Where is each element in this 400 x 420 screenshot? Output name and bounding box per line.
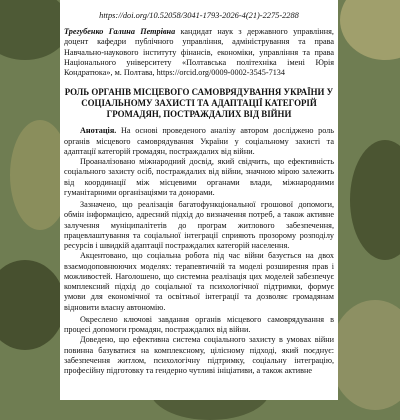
body-paragraph: Доведено, що ефективна система соціального захисту в умовах війни повинна базуватися на комплексному, цілісному підході, який поєднує: забезпечення житлом, психологічну підтримку, соціальну інтеграцію, професійну підготовку та гендерно чутливі ініціативи, а також активне xyxy=(64,335,334,376)
author-block xyxy=(64,27,334,78)
author-affiliation: кандидат наук з державного управління, доцент кафедри публічного управління, адміністрування та права Навчально-наукового інституту фінансів, економіки, управління та права Національного університету «Полтавська політехніка імені Юрія Кондратюка», м. Полтава, https://orcid.org/0009-0002-3545-7134 xyxy=(64,27,334,78)
camo-patch xyxy=(0,260,65,350)
camo-patch xyxy=(330,300,400,410)
abstract-label: Анотація. xyxy=(80,126,117,136)
body-paragraph: Зазначено, що реалізація багатофункціональної грошової допомоги, обмін інформацією, адресний підхід до визначення потреб, а також активне залучення муніципалітетів до програм житлового забезпечення, працевлаштування та соціальної інтеграції сприяють прозорому розподілу ресурсів і швидкій адаптації постраждалих категорій населення. xyxy=(64,200,334,251)
doi-link[interactable]: https://doi.org/10.52058/3041-1793-2026-4(21)-2275-2288 xyxy=(99,11,299,20)
article-title: РОЛЬ ОРГАНІВ МІСЦЕВОГО САМОВРЯДУВАННЯ УКРАЇНИ У СОЦІАЛЬНОМУ ЗАХИСТІ ТА АДАПТАЦІЇ КАТЕГОРІЙ ГРОМАДЯН, ПОСТРАЖДАЛИХ ВІД ВІЙНИ xyxy=(64,87,334,120)
camo-patch xyxy=(350,140,400,260)
paper-page xyxy=(60,0,338,400)
body-paragraph: Проаналізовано міжнародний досвід, який свідчить, що ефективність соціального захисту осіб, постраждалих від війни, значною мірою залежить від координації між місцевими органами влади, міжнародними гуманітарними організаціями та донорами. xyxy=(64,157,334,197)
abstract-paragraph xyxy=(64,126,334,157)
body-paragraph: Акцентовано, що соціальна робота під час війни базується на двох взаємодоповнюючих моделях: терапевтичній та моделі розширення прав і можливостей. Наголошено, що системна реалізація цих моделей забезпечує комплексний підхід до соціальної та психологічної підтримки, формує умови для економічної та освітньої інтеграції та дозволяє громадянам відновити власну автономію. xyxy=(64,251,334,312)
camo-patch xyxy=(340,0,400,60)
author-name: Трегубенко Галина Петрівна xyxy=(64,27,176,36)
body-paragraph: Окреслено ключові завдання органів місцевого самоврядування в процесі допомоги громадян, постраждалих від війни. xyxy=(64,314,334,335)
paragraph-text: На основі проведеного аналізу автором досліджено роль органів місцевого самоврядування України у соціальному захисті та адаптації категорій громадян, постраждалих від війни. xyxy=(64,126,334,156)
